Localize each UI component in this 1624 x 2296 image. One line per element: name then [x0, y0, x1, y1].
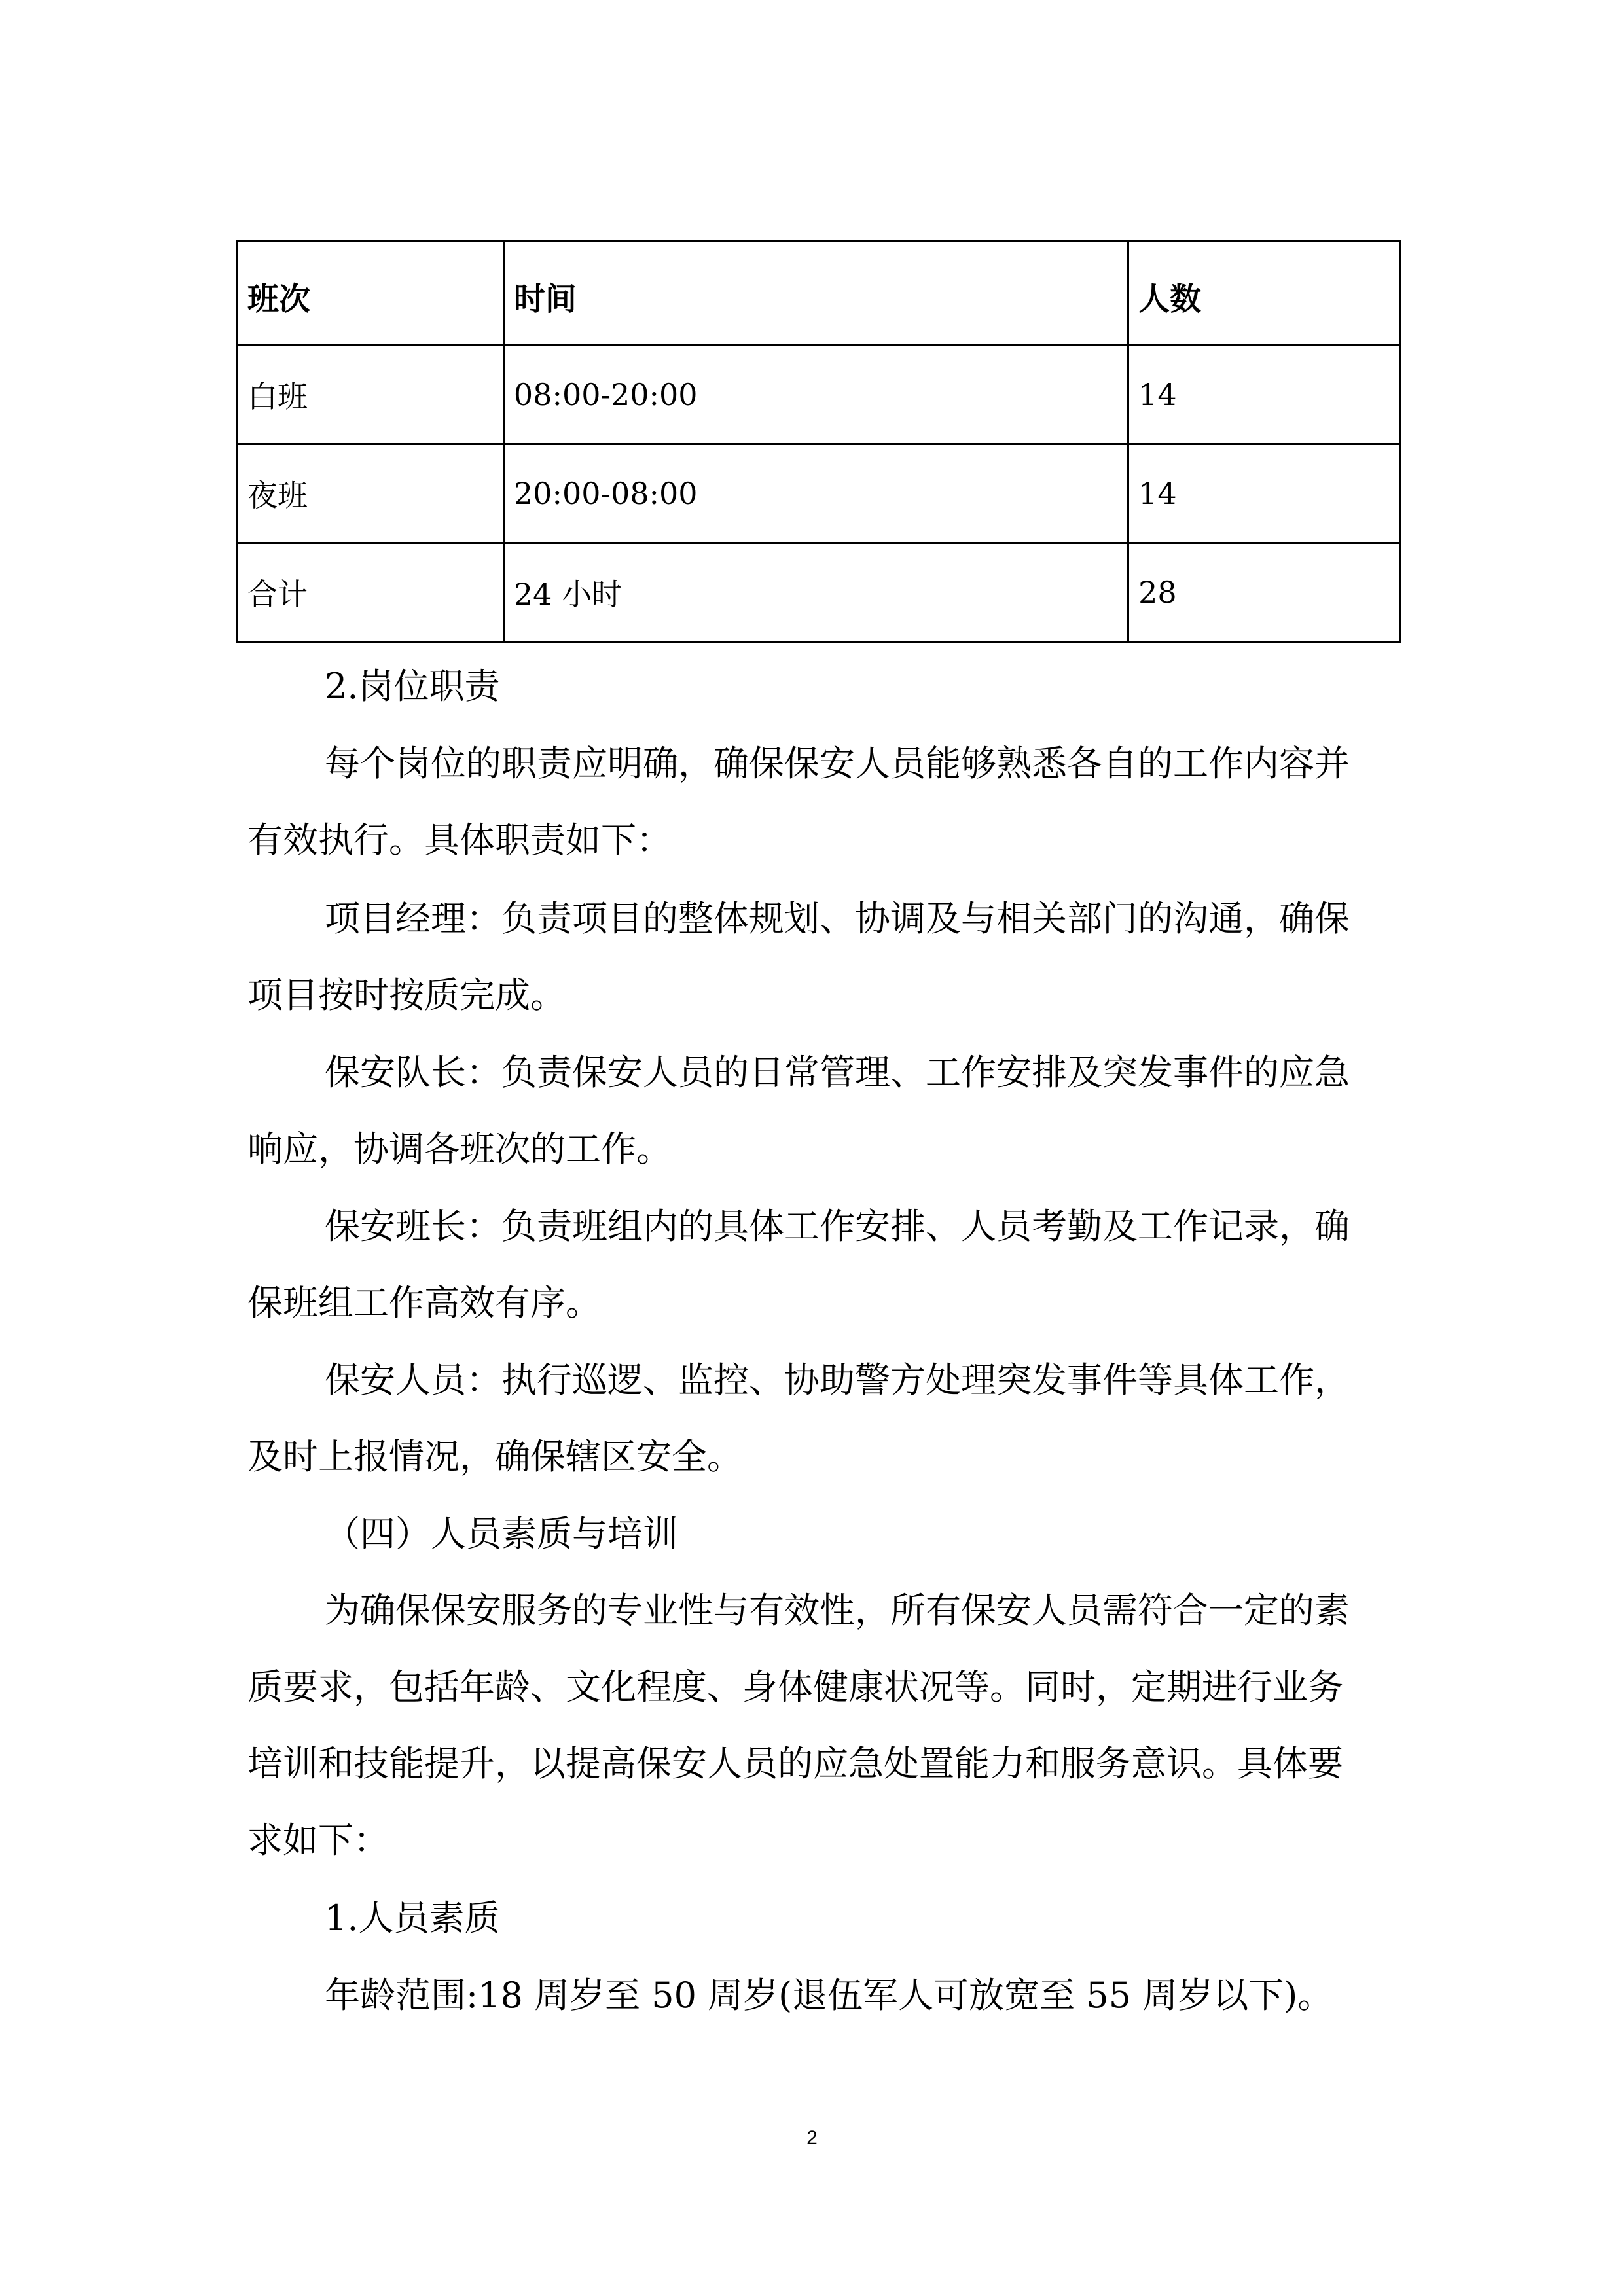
section-heading-quality-training: （四）人员素质与培训 — [325, 1513, 678, 1554]
shift-table — [236, 240, 1401, 643]
table-cell: 20:00-08:00 — [503, 444, 1128, 543]
paragraph-security-captain: 保安队长：负责保安人员的日常管理、工作安排及突发事件的应急响应，协调各班次的工作。 — [247, 1052, 1350, 1170]
table-cell: 14 — [1128, 444, 1400, 543]
paragraph-project-manager: 项目经理：负责项目的整体规划、协调及与相关部门的沟通，确保项目按时按质完成。 — [247, 898, 1350, 1016]
paragraph-squad-leader: 保安班长：负责班组内的具体工作安排、人员考勤及工作记录，确保班组工作高效有序。 — [247, 1206, 1350, 1323]
section-heading-personnel-quality: 1.人员素质 — [325, 1897, 500, 1939]
paragraph-age-range: 年龄范围:18 周岁至 50 周岁(退伍军人可放宽至 55 周岁以下)。 — [325, 1975, 1333, 2016]
table-cell: 24 小时 — [503, 543, 1128, 642]
header-cell-shift: 班次 — [238, 242, 504, 346]
table-cell: 08:00-20:00 — [503, 346, 1128, 444]
header-cell-time: 时间 — [503, 242, 1128, 346]
table-row — [238, 444, 1400, 543]
paragraph-security-staff: 保安人员：执行巡逻、监控、协助警方处理突发事件等具体工作，及时上报情况，确保辖区安全。 — [247, 1359, 1350, 1477]
table-cell: 合计 — [238, 543, 504, 642]
header-cell-count: 人数 — [1128, 242, 1400, 346]
table-cell: 白班 — [238, 346, 504, 444]
paragraph-quality-intro: 为确保保安服务的专业性与有效性，所有保安人员需符合一定的素质要求，包括年龄、文化程度、身体健康状况等。同时，定期进行业务培训和技能提升，以提高保安人员的应急处置能力和服务意识。具体要求如下： — [247, 1590, 1350, 1861]
table-row — [238, 346, 1400, 444]
table-header-row — [238, 242, 1400, 346]
page-number: 2 — [806, 2127, 818, 2149]
table-cell: 夜班 — [238, 444, 504, 543]
section-heading-duties: 2.岗位职责 — [325, 666, 500, 707]
paragraph-duties-intro: 每个岗位的职责应明确，确保保安人员能够熟悉各自的工作内容并有效执行。具体职责如下： — [247, 743, 1350, 861]
table-cell: 28 — [1128, 543, 1400, 642]
table-cell: 14 — [1128, 346, 1400, 444]
table-row — [238, 543, 1400, 642]
